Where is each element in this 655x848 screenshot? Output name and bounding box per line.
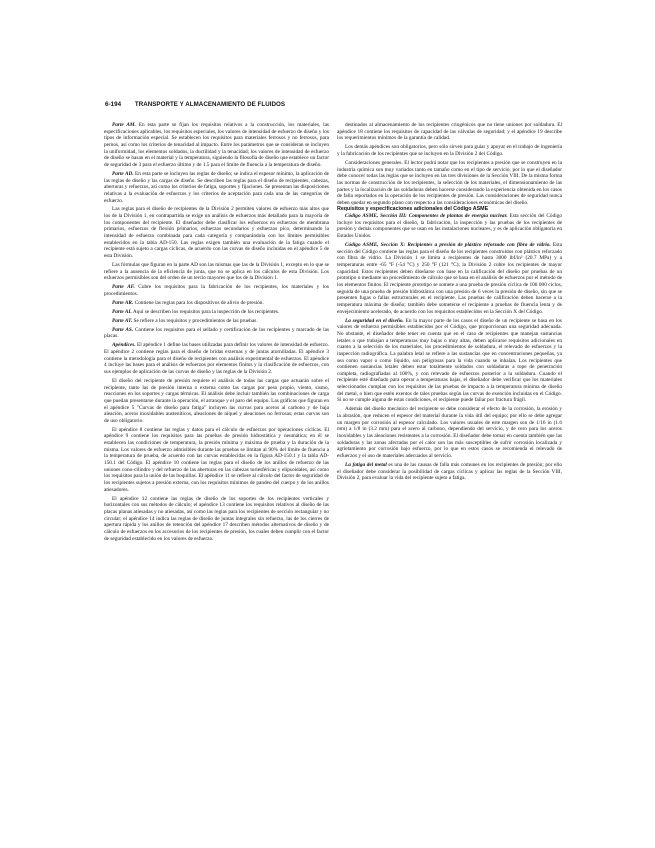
paragraph-lead: Parte AF. (112, 284, 135, 291)
paragraph (337, 406, 562, 459)
paragraph-text: es una de las causas de falla más comunes en los recipientes de presión; por ello el diseñador debe considerar la posibilidad de cargas cíclicas y aplicar las reglas de la Sección VIII, División 2, para evaluar la vida del recipiente sujeto a fatiga. (337, 461, 562, 482)
paragraph-text: Las reglas para el diseño de recipientes de la División 2 permiten valores de esfuerzo más altos que los de la División 1, en contrapartida se exige un análisis de esfuerzos más detallado para la mayoría de los componentes del recipiente. El diseñador debe clasificar los esfuerzos en esfuerzos de membrana primarios, esfuerzos de flexión primarios, esfuerzos secundarios y esfuerzos pico, determinando la intensidad de esfuerzo combinada para cada categoría y comparándola con los límites permisibles establecidos en la tabla AD-150. Las reglas exigen también una evaluación de la fatiga cuando el recipiente está sujeto a cargas cíclicas, de acuerdo con las curvas de diseño incluidas en el apéndice 5 de esta División. (104, 206, 329, 260)
paragraph-text: En esta parte se fijan los requisitos relativos a la construcción, los materiales, las especificaciones aplicables, los requisitos especiales, los valores de intensidad de esfuerzo de diseño y los tipos de información especial. Se establecen los requisitos para materiales ferrosos y no ferrosos, para pernos, así como los criterios de tenacidad al impacto. Entre los parámetros que se consideran se incluyen la uniformidad, los elementos soldados, la ductilidad y la tenacidad; los valores de intensidad de esfuerzo de diseño se basan en el material y la temperatura, siguiendo la filosofía de diseño que establece un factor de seguridad de 3 para el esfuerzo último y de 1.5 para el límite de fluencia a la temperatura de diseño. (104, 122, 329, 168)
paragraph-lead: La seguridad en el diseño. (345, 317, 404, 324)
paragraph (337, 242, 562, 315)
paragraph (104, 427, 329, 494)
left-column (104, 122, 329, 774)
paragraph-text: Contiene los requisitos para el sellado y certificación de los recipientes y marcado de las placas. (104, 326, 329, 340)
paragraph-text: En esta parte se incluyen las reglas de diseño; se indica el espesor mínimo, la aplicación de las reglas de diseño y las cargas de diseño. Se describen las reglas para el diseño de recipientes, cabezas, aberturas y refuerzos, así como los criterios de fatiga, soportes y fijaciones. Se presentan las disposiciones relativas a la evaluación de esfuerzos y los criterios de aceptación para cada una de las categorías de esfuerzo. (104, 170, 329, 204)
paragraph-text: destinados al almacenamiento de los recipientes criogénicos que no tiene uniones por soldadura. El apéndice 18 contiene los requisitos de capacidad de las válvulas de seguridad; y el apéndice 19 describe los requerimientos mínimos de la garantía de calidad. (337, 122, 562, 142)
paragraph-lead: Parte AT. (112, 317, 133, 324)
running-head (105, 101, 565, 113)
paragraph-lead: Parte AI. (112, 308, 132, 315)
chapter-title: TRANSPORTE Y ALMACENAMIENTO DE FLUIDOS (134, 101, 286, 108)
paragraph (104, 122, 329, 169)
paragraph-text: Esta sección del Código incluye los requisitos para el diseño, la fabricación, la inspección y las pruebas de los recipientes de presión y demás componentes que se usan en las instalaciones nucleares, y es de aplicación obligatoria en Estados Unidos. (337, 213, 562, 240)
paragraph (337, 318, 562, 405)
paragraph-text: El diseño del recipiente de presión requiere el análisis de todas las cargas que actuarán sobre el recipiente, tanto las de presión interna o externa como las cargas por peso propio, viento, sismo, reacciones en los soportes y cargas térmicas. El análisis debe incluir también las combinaciones de carga que puedan presentarse durante la operación, el arranque y el paro del equipo. Las gráficas que figuran en el apéndice 5 "Curvas de diseño para fatiga" incluyen las curvas para aceros al carbono y de baja aleación, aceros inoxidables austeníticos, aleaciones de níquel y aleaciones no ferrosas; estas curvas son de uso obligatorio. (104, 377, 329, 424)
paragraph (104, 300, 329, 307)
paragraph-text: El apéndice 1 define las bases utilizadas para definir los valores de intensidad de esfuerzo. El apéndice 2 contiene reglas para el diseño de bridas externas y de juntas atornilladas. El apéndice 3 contiene la metodología para el diseño de recipientes con análisis experimental de esfuerzos. El apéndice 4 incluye las bases para el análisis de esfuerzos por elementos finitos y la clasificación de esfuerzos, con sus ejemplos de aplicación de las curvas de diseño y las reglas de la División 2. (104, 342, 329, 375)
paragraph (104, 284, 329, 297)
paragraph (337, 122, 562, 142)
paragraph-text: Consideraciones generales. El lector podrá notar que los recipientes a presión que se construyen en la industria química son muy variados tanto en tamaño como en el tipo de servicio, por lo que el diseñador debe conocer todas las reglas que se incluyen en las tres divisiones de la Sección VIII. De la misma forma las normas de construcción de los recipientes, la selección de los materiales, el dimensionamiento de las partes y la localización de las soldaduras deben hacerse considerando la experiencia obtenida en los casos de falla reportados en la operación de los recipientes de presión. Las consideraciones de seguridad nunca deben quedar en segundo plano con respecto a las consideraciones económicas del diseño. (337, 159, 562, 206)
paragraph (337, 144, 562, 157)
page-number: 6-194 (105, 101, 122, 108)
paragraph-lead: La fatiga del metal (345, 461, 387, 468)
paragraph-text: Las fórmulas que figuran en la parte AD son las mismas que las de la División 1, excepto en lo que se refiere a la ausencia de la eficiencia de junta, que no se aplica en los cálculos de esta División. Los esfuerzos permisibles son del orden de un tercio mayores que los de la División 1. (104, 262, 329, 282)
paragraph (104, 309, 329, 316)
paragraph-text: El apéndice 12 contiene las reglas de diseño de los soportes de los recipientes verticales y horizontales con sus métodos de cálculo; el apéndice 13 contiene los requisitos relativos al diseño de las placas planas atiesadas y no atiesadas, así como las reglas para los recipientes de sección rectangular y no circular; el apéndice 14 indica las reglas de diseño de juntas integrales sin refuerzo, las de los cierres de apertura rápida y los anillos de retención del apéndice 17 describen métodos alternativos de diseño y de cálculo de esfuerzos en los accesorios de los recipientes de presión, los cuales deben cumplir con el factor de seguridad establecido en los valores de esfuerzo. (104, 495, 329, 542)
paragraph (104, 206, 329, 259)
paragraph (337, 213, 562, 240)
paragraph (104, 171, 329, 204)
paragraph (337, 462, 562, 482)
paragraph (104, 342, 329, 375)
paragraph-text: Además del diseño mecánico del recipiente se debe considerar el efecto de la corrosión, la erosión y la abrasión, que reducen el espesor del material durante la vida útil del equipo; por ello se debe agregar un margen por corrosión al espesor calculado. Los valores usuales de este margen son de 1/16 in (1.6 mm) a 1/8 in (3.2 mm) para el acero al carbono, dependiendo del servicio, y de cero para los aceros inoxidables y las aleaciones resistentes a la corrosión. El diseñador debe tomar en cuenta también que las soldaduras y las zonas afectadas por el calor son las más susceptibles de sufrir corrosión localizada y agrietamiento por corrosión bajo esfuerzo, por lo que en estos casos se recomienda el relevado de esfuerzos y el uso de materiales adecuados al servicio. (337, 406, 562, 459)
paragraph (104, 262, 329, 282)
paragraph-text: Aquí se describen los requisitos para la inspección de los recipientes. (131, 308, 280, 315)
paragraph-text: Se refiere a los requisitos y procedimientos de las pruebas. (132, 317, 258, 324)
paragraph-text: El apéndice 8 contiene las reglas y datos para el cálculo de esfuerzos por operaciones cíclicas. El apéndice 9 contiene los requisitos para las pruebas de presión hidrostática y neumática; en él se establecen las condiciones de temperatura, la presión mínima y máxima de prueba y la duración de la misma. Los valores de esfuerzo admisibles durante las pruebas se limitan al 90% del límite de fluencia a la temperatura de prueba, de acuerdo con las curvas establecidas en la figura AD-150.1 y la tabla AD-150.1 del Código. El apéndice 10 contiene las reglas para el diseño de los anillos de refuerzo de las uniones cono-cilindro y del refuerzo de las aberturas en las cabezas toriesféricas y elipsoidales, así como los requisitos para la unión de las boquillas. El apéndice 11 se refiere al cálculo del factor de seguridad de los recipientes sujetos a presión externa, con los requisitos mínimos de pandeo del cuerpo y de los anillos atiesadores. (104, 426, 329, 493)
paragraph-lead: Parte AD. (112, 170, 134, 177)
paragraph-text: Los demás apéndices son obligatorios, pero sólo sirven para guiar y apoyar en el trabajo de ingeniería y la fabricación de los recipientes que se incluyen en la División 2 del Código. (337, 144, 562, 157)
paragraph-lead: Código ASME, Sección III: Componentes de plantas de energía nuclear. (345, 213, 508, 220)
paragraph (104, 327, 329, 340)
paragraph-lead: Apéndices. (112, 342, 136, 349)
paragraph (104, 378, 329, 425)
section-subheading: Requisitos y especificaciones adicionales del Código ASME (337, 206, 489, 213)
paragraph (104, 318, 329, 325)
paragraph-text: En la mayor parte de los casos el diseño de un recipiente se basa en los valores de esfuerzo permisibles establecidos por el Código, que proporcionan una seguridad adecuada. No obstante, el diseñador debe tener en cuenta que en el caso de recipientes que manejan sustancias letales o que trabajan a temperaturas muy bajas o muy altas, deben aplicarse requisitos adicionales en cuanto a la selección de los materiales, los procedimientos de soldadura, el relevado de esfuerzos y la inspección radiográfica. La palabra letal se refiere a las sustancias que en concentraciones pequeñas, ya sea como vapor o como líquido, son peligrosas para la vida cuando se inhalan. Los recipientes que contienen sustancias letales deben estar totalmente soldados con soldaduras a tope de penetración completa, radiografiadas al 100%, y con relevado de esfuerzos posterior a la soldadura. Cuando el recipiente esté diseñado para operar a temperaturas bajas, el diseñador debe verificar que los materiales seleccionados cumplan con los requisitos de las pruebas de impacto a la temperatura mínima de diseño del metal, o bien que estén exentos de tales pruebas según las curvas de exención incluidas en el Código. Si no se cumple alguna de estas condiciones, el recipiente puede fallar por fractura frágil. (337, 317, 562, 404)
paragraph-lead: Parte AR. (112, 299, 134, 306)
paragraph-text: Contiene las reglas para los dispositivos de alivio de presión. (133, 299, 264, 306)
paragraph-text: Cubre los requisitos para la fabricación de los recipientes, los materiales y los procedimientos. (104, 284, 329, 297)
paragraph (337, 160, 562, 207)
paragraph-lead: Parte AS. (112, 326, 134, 333)
paragraph-text: Esta sección del Código contiene las reglas para el diseño de los recipientes construidos con plástico reforzado con fibra de vidrio. La División 1 se limita a recipientes de hasta 3000 lbf/in² (20.7 MPa) y a temperaturas entre -65 °F (-54 °C) y 250 °F (121 °C); la División 2 cubre los recipientes de mayor capacidad. Estos recipientes deben diseñarse con base en la calificación del diseño por pruebas de un prototipo o mediante un procedimiento de cálculo que se basa en el análisis de esfuerzos por el método de los elementos finitos. El recipiente prototipo se somete a una prueba de presión cíclica de 100 000 ciclos, seguida de una prueba de presión hidrostática con una presión de 6 veces la presión de diseño, sin que se presenten fugas o fallas estructurales en el recipiente. Las pruebas de calificación deben hacerse a la temperatura máxima de diseño; también debe someterse el recipiente a pruebas de fluencia lenta y de envejecimiento acelerado, de acuerdo con los requisitos establecidos en la Sección X del Código. (337, 242, 562, 315)
paragraph (104, 496, 329, 543)
paragraph-lead: Parte AM. (112, 122, 136, 128)
paragraph-lead: Código ASME, Sección X: Recipientes a presión de plástico reforzado con fibra de vidrio. (345, 242, 551, 249)
right-column (337, 122, 562, 650)
